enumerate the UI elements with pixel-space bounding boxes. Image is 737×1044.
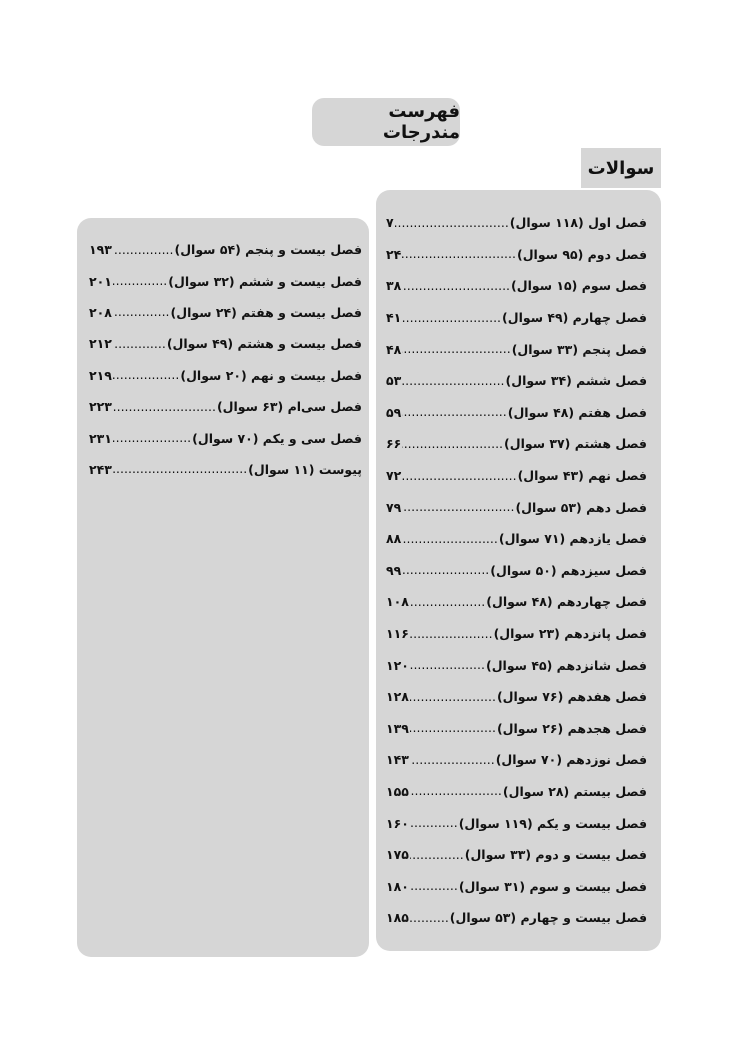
toc-entry-page-number: ۳۸ (386, 278, 402, 294)
toc-entry[interactable] (386, 713, 647, 745)
toc-dot-leader (402, 278, 510, 294)
toc-entry-page-number: ۲۳۱ (89, 430, 112, 446)
toc-entry-label: فصل پانزدهم (۲۳ سوال) (493, 626, 647, 642)
toc-entry-page-number: ۱۶۰ (386, 815, 409, 831)
toc-entry-page-number: ۹۹ (386, 562, 402, 578)
toc-dot-leader (402, 373, 504, 389)
toc-entry[interactable] (386, 270, 647, 302)
toc-entry[interactable] (386, 839, 647, 871)
toc-entry-label: فصل بیست و سوم (۳۱ سوال) (458, 878, 647, 894)
toc-entry-page-number: ۷۲ (386, 468, 402, 484)
toc-dot-leader (113, 336, 166, 352)
toc-entry-page-number: ۱۷۵ (386, 847, 409, 863)
toc-entry-label: فصل نوزدهم (۷۰ سوال) (495, 752, 647, 768)
toc-entry-page-number: ۱۱۶ (386, 626, 409, 642)
toc-entry[interactable] (89, 454, 362, 485)
toc-entry-label: فصل بیست و هشتم (۴۹ سوال) (166, 336, 362, 352)
toc-entry-page-number: ۲۲۳ (89, 399, 112, 415)
toc-entry[interactable] (386, 397, 647, 429)
toc-dot-leader (113, 461, 247, 477)
toc-entry[interactable] (89, 391, 362, 422)
toc-dot-leader (113, 304, 170, 320)
toc-entry-label: فصل چهاردهم (۴۸ سوال) (486, 594, 647, 610)
toc-entry-label: فصل سوم (۱۵ سوال) (511, 278, 647, 294)
toc-dot-leader (402, 499, 514, 515)
toc-list-right (386, 207, 647, 934)
toc-entry-page-number: ۸۸ (386, 531, 402, 547)
toc-entry-page-number: ۲۴ (386, 246, 402, 262)
toc-entry[interactable] (386, 807, 647, 839)
toc-dot-leader (410, 720, 496, 736)
toc-entry-page-number: ۱۴۳ (386, 752, 409, 768)
toc-entry-label: فصل بیست و هفتم (۲۴ سوال) (170, 304, 362, 320)
toc-dot-leader (113, 273, 167, 289)
toc-entry[interactable] (386, 491, 647, 523)
toc-entry[interactable] (386, 523, 647, 555)
toc-entry-label: فصل بیست و نهم (۲۰ سوال) (180, 367, 362, 383)
toc-entry[interactable] (386, 681, 647, 713)
toc-entry-page-number: ۴۸ (386, 341, 402, 357)
toc-dot-leader (113, 242, 174, 258)
toc-entry[interactable] (89, 422, 362, 453)
toc-dot-leader (402, 341, 510, 357)
toc-entry[interactable] (386, 902, 647, 934)
toc-entry[interactable] (386, 239, 647, 271)
section-label (581, 148, 661, 188)
toc-entry-page-number: ۱۸۵ (386, 910, 409, 926)
toc-entry[interactable] (386, 586, 647, 618)
toc-entry[interactable] (386, 776, 647, 808)
toc-entry[interactable] (89, 265, 362, 296)
toc-entry[interactable] (386, 744, 647, 776)
toc-entry-label: فصل هشتم (۳۷ سوال) (504, 436, 647, 452)
toc-entry-page-number: ۱۸۰ (386, 878, 409, 894)
toc-dot-leader (402, 310, 501, 326)
toc-entry[interactable] (386, 618, 647, 650)
toc-panel-left (77, 218, 369, 957)
toc-entry[interactable] (386, 428, 647, 460)
toc-entry-page-number: ۲۴۳ (89, 461, 112, 477)
toc-dot-leader (402, 404, 506, 420)
toc-dot-leader (410, 594, 485, 610)
section-label-text: سوالات (587, 157, 655, 179)
toc-entry-label: پیوست (۱۱ سوال) (248, 461, 362, 477)
toc-entry-label: فصل بیستم (۲۸ سوال) (502, 783, 647, 799)
toc-entry[interactable] (386, 555, 647, 587)
toc-list-left (89, 234, 362, 485)
toc-dot-leader (113, 399, 216, 415)
toc-entry-page-number: ۲۱۲ (89, 336, 112, 352)
toc-dot-leader (410, 815, 458, 831)
toc-entry-label: فصل هجدهم (۲۶ سوال) (496, 720, 647, 736)
toc-entry-label: فصل ششم (۳۴ سوال) (505, 373, 647, 389)
toc-entry-page-number: ۵۹ (386, 404, 402, 420)
toc-entry-label: فصل یازدهم (۷۱ سوال) (498, 531, 647, 547)
toc-dot-leader (410, 910, 449, 926)
toc-dot-leader (402, 436, 503, 452)
toc-dot-leader (402, 468, 516, 484)
toc-entry[interactable] (386, 649, 647, 681)
toc-entry-page-number: ۷ (386, 215, 394, 231)
toc-entry-label: فصل سی و یکم (۷۰ سوال) (192, 430, 362, 446)
toc-entry[interactable] (89, 360, 362, 391)
toc-entry-page-number: ۱۲۸ (386, 689, 409, 705)
toc-entry-page-number: ۷۹ (386, 499, 402, 515)
toc-entry-label: فصل نهم (۴۳ سوال) (517, 468, 647, 484)
toc-entry-page-number: ۵۳ (386, 373, 402, 389)
toc-entry-page-number: ۶۶ (386, 436, 402, 452)
toc-entry-page-number: ۱۲۰ (386, 657, 409, 673)
toc-dot-leader (410, 752, 495, 768)
toc-entry-page-number: ۱۰۸ (386, 594, 409, 610)
toc-entry-page-number: ۱۳۹ (386, 720, 409, 736)
toc-entry[interactable] (386, 460, 647, 492)
toc-entry[interactable] (89, 297, 362, 328)
toc-entry[interactable] (386, 333, 647, 365)
toc-panel-right (376, 190, 661, 951)
toc-entry-label: فصل شانزدهم (۴۵ سوال) (485, 657, 647, 673)
toc-entry[interactable] (89, 328, 362, 359)
toc-dot-leader (395, 215, 509, 231)
toc-entry-label: فصل اول (۱۱۸ سوال) (509, 215, 647, 231)
toc-entry-page-number: ۲۰۸ (89, 304, 112, 320)
toc-dot-leader (410, 657, 485, 673)
toc-entry-page-number: ۴۱ (386, 310, 402, 326)
toc-entry[interactable] (386, 302, 647, 334)
toc-entry-label: فصل هفدهم (۷۶ سوال) (496, 689, 647, 705)
toc-entry[interactable] (386, 870, 647, 902)
toc-dot-leader (410, 626, 493, 642)
toc-entry-page-number: ۲۱۹ (89, 367, 112, 383)
toc-dot-leader (402, 562, 489, 578)
toc-entry-label: فصل بیست و پنجم (۵۴ سوال) (174, 242, 362, 258)
toc-dot-leader (410, 878, 458, 894)
toc-entry-label: فصل پنجم (۳۳ سوال) (511, 341, 647, 357)
toc-entry-label: فصل سیزدهم (۵۰ سوال) (490, 562, 647, 578)
toc-entry-label: فصل بیست و دوم (۳۳ سوال) (464, 847, 647, 863)
toc-dot-leader (410, 689, 496, 705)
page-title-text: فهرست مندرجات (382, 101, 460, 143)
toc-entry[interactable] (386, 365, 647, 397)
toc-entry-label: فصل بیست و چهارم (۵۳ سوال) (449, 910, 647, 926)
toc-entry[interactable] (386, 207, 647, 239)
toc-dot-leader (113, 430, 191, 446)
toc-entry-page-number: ۲۰۱ (89, 273, 112, 289)
toc-entry-page-number: ۱۹۳ (89, 242, 112, 258)
toc-dot-leader (113, 367, 179, 383)
toc-entry-label: فصل دوم (۹۵ سوال) (516, 246, 647, 262)
toc-entry-label: فصل بیست و ششم (۳۲ سوال) (168, 273, 362, 289)
toc-entry-page-number: ۱۵۵ (386, 783, 409, 799)
toc-entry[interactable] (89, 234, 362, 265)
toc-entry-label: فصل بیست و یکم (۱۱۹ سوال) (458, 815, 647, 831)
toc-entry-label: فصل چهارم (۴۹ سوال) (502, 310, 647, 326)
toc-entry-label: فصل دهم (۵۳ سوال) (515, 499, 647, 515)
toc-dot-leader (402, 246, 516, 262)
toc-entry-label: فصل هفتم (۴۸ سوال) (507, 404, 647, 420)
toc-dot-leader (410, 847, 464, 863)
toc-dot-leader (402, 531, 498, 547)
toc-entry-label: فصل سی‌ام (۶۳ سوال) (216, 399, 362, 415)
page-title (312, 98, 460, 146)
toc-dot-leader (410, 783, 502, 799)
